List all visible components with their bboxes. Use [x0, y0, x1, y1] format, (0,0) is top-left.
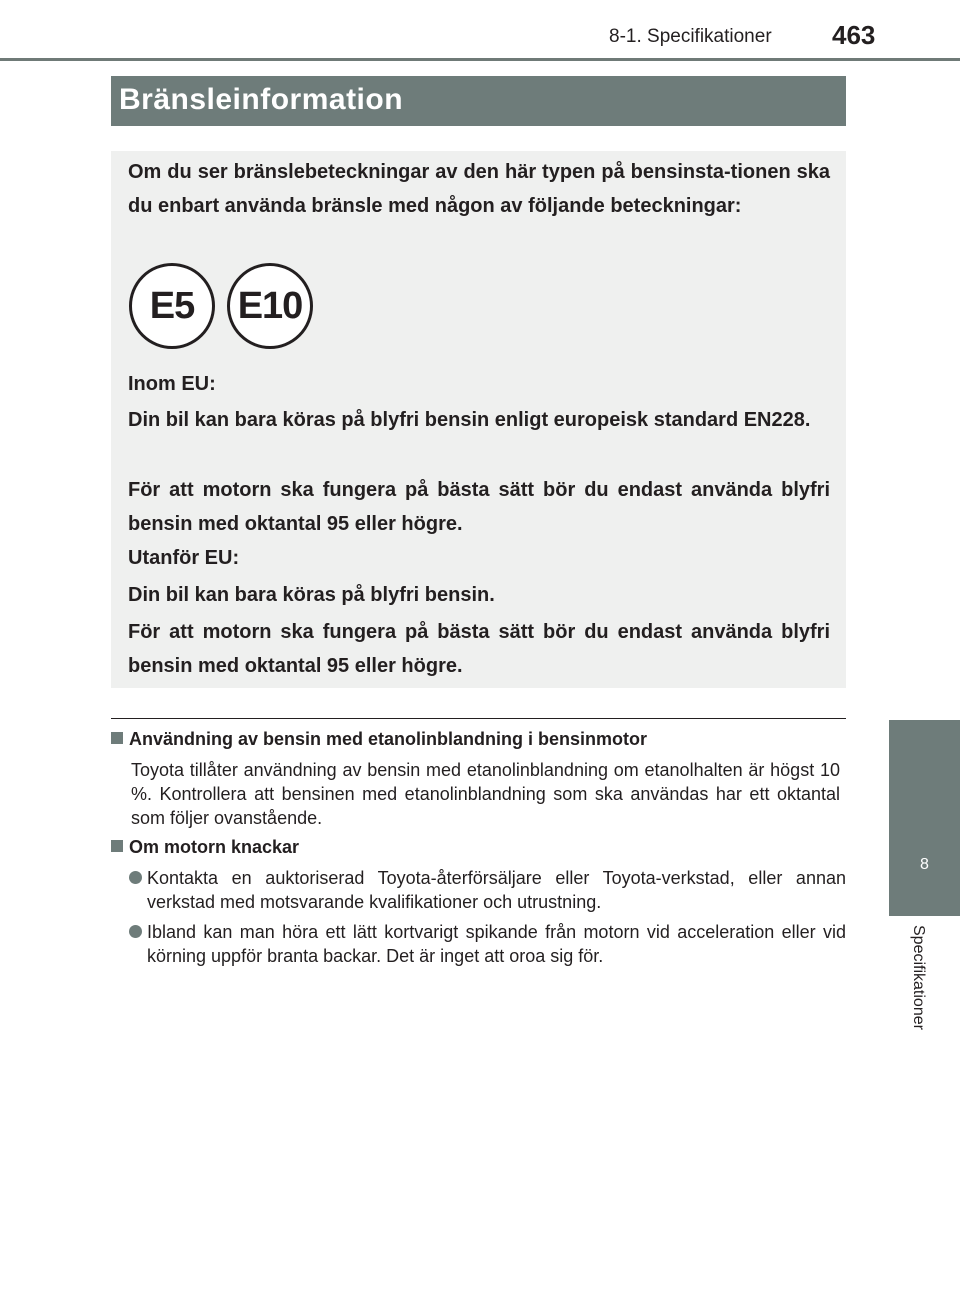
section-square-icon [111, 840, 123, 852]
fuel-badge-e10: E10 [227, 263, 313, 349]
header-divider [0, 58, 960, 61]
bullet-text: Kontakta en auktoriserad Toyota-återförsäljare eller Toyota-verkstad, eller annan verkstad med motsvarande kvalifikationer och utrustning. [147, 868, 846, 912]
fuel-badge-e5: E5 [129, 263, 215, 349]
chapter-label: Specifikationer [910, 925, 927, 1030]
eu-standard-text: Din bil kan bara köras på blyfri bensin enligt europeisk standard EN228. [128, 409, 811, 431]
bullet-text: Ibland kan man höra ett lätt kortvarigt spikande från motorn vid acceleration eller vid körning uppför branta backar. Det är inget att oroa sig för. [147, 922, 846, 966]
header-section-label: 8-1. Specifikationer [609, 26, 772, 47]
fuel-intro-text: Om du ser bränslebeteckningar av den här typen på bensinsta-tionen ska du enbart använda bränsle med någon av följande beteckningar: [128, 161, 830, 217]
section-divider [111, 718, 846, 719]
chapter-number: 8 [920, 856, 929, 873]
ethanol-heading-text: Användning av bensin med etanolinblandning i bensinmotor [129, 729, 648, 749]
non-eu-unleaded-text: Din bil kan bara köras på blyfri bensin. [128, 584, 495, 606]
bullet-dot-icon [129, 871, 142, 884]
eu-octane-text: För att motorn ska fungera på bästa sätt bör du endast använda blyfri bensin med oktantal 95 eller högre. [128, 479, 830, 535]
list-item [129, 866, 846, 914]
list-item [129, 920, 846, 968]
knock-section-heading [111, 837, 299, 858]
section-square-icon [111, 732, 123, 744]
page-title: Bränsleinformation [111, 76, 846, 126]
ethanol-section-heading [111, 729, 647, 750]
non-eu-octane-text: För att motorn ska fungera på bästa sätt bör du endast använda blyfri bensin med oktantal 95 eller högre. [128, 621, 830, 677]
page-number: 463 [832, 20, 876, 50]
ethanol-section-text: Toyota tillåter användning av bensin med etanolinblandning om etanolhalten är högst 10 %. Kontrollera att bensinen med etanolinblandning som ska användas har ett oktantal som följer ovanstående. [131, 760, 840, 828]
chapter-tab[interactable] [889, 720, 960, 916]
bullet-dot-icon [129, 925, 142, 938]
knock-heading-text: Om motorn knackar [129, 837, 300, 857]
non-eu-heading: Utanför EU: [128, 547, 240, 569]
eu-heading: Inom EU: [128, 373, 216, 395]
